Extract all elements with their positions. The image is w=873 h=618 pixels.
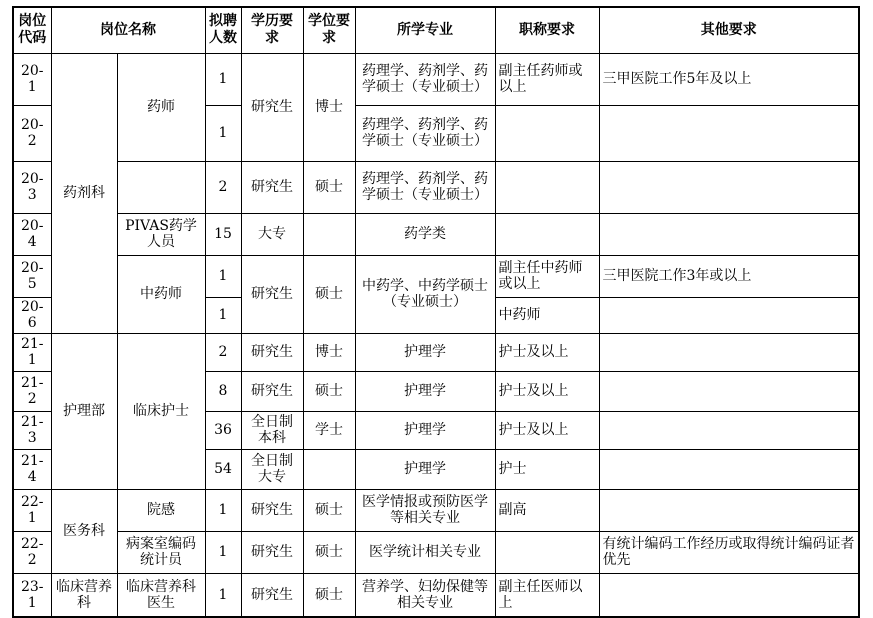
row-major: 护理学: [355, 411, 495, 449]
row-other: 有统计编码工作经历或取得统计编码证者优先: [599, 531, 859, 573]
row-degree: 博士: [303, 53, 355, 161]
row-code: 21-1: [13, 333, 51, 371]
row-title: 护士及以上: [495, 333, 599, 371]
row-code: 20-2: [13, 105, 51, 161]
table-row: [13, 255, 859, 297]
row-title: [495, 161, 599, 213]
row-degree: 硕士: [303, 531, 355, 573]
row-count: 8: [205, 371, 241, 411]
row-major: 护理学: [355, 371, 495, 411]
department-cell: 医务科: [51, 489, 117, 573]
row-edu: 研究生: [241, 255, 303, 333]
post-cell: 药师: [117, 53, 205, 161]
row-title: [495, 213, 599, 255]
row-count: 1: [205, 105, 241, 161]
row-code: 22-2: [13, 531, 51, 573]
recruitment-table-container: [12, 6, 860, 618]
row-major: 药理学、药剂学、药学硕士（专业硕士）: [355, 105, 495, 161]
header-title-req: 职称要求: [495, 7, 599, 53]
row-title: [495, 531, 599, 573]
row-degree: 硕士: [303, 161, 355, 213]
row-code: 21-2: [13, 371, 51, 411]
row-title: 护士及以上: [495, 371, 599, 411]
row-edu: 研究生: [241, 333, 303, 371]
row-title: 护士: [495, 449, 599, 489]
post-cell: 院感: [117, 489, 205, 531]
row-count: 1: [205, 297, 241, 333]
row-degree: 硕士: [303, 255, 355, 333]
row-count: 2: [205, 161, 241, 213]
row-count: 1: [205, 489, 241, 531]
row-other: [599, 489, 859, 531]
row-count: 15: [205, 213, 241, 255]
row-edu: 全日制大专: [241, 449, 303, 489]
row-title: 副主任药师或以上: [495, 53, 599, 105]
row-title: [495, 105, 599, 161]
row-other: [599, 449, 859, 489]
row-code: 22-1: [13, 489, 51, 531]
header-other: 其他要求: [599, 7, 859, 53]
row-count: 54: [205, 449, 241, 489]
row-code: 20-6: [13, 297, 51, 333]
table-row: [13, 489, 859, 531]
row-edu: 研究生: [241, 161, 303, 213]
header-code: 岗位代码: [13, 7, 51, 53]
row-code: 20-5: [13, 255, 51, 297]
row-major: 医学统计相关专业: [355, 531, 495, 573]
row-edu: 大专: [241, 213, 303, 255]
row-degree: 硕士: [303, 573, 355, 617]
row-title: 护士及以上: [495, 411, 599, 449]
row-other: [599, 411, 859, 449]
header-major: 所学专业: [355, 7, 495, 53]
row-code: 23-1: [13, 573, 51, 617]
row-degree: 硕士: [303, 371, 355, 411]
table-row: [13, 213, 859, 255]
row-major: 中药学、中药学硕士（专业硕士）: [355, 255, 495, 333]
row-title: 副主任医师以上: [495, 573, 599, 617]
row-edu: 研究生: [241, 53, 303, 161]
table-row: [13, 53, 859, 105]
row-count: 1: [205, 531, 241, 573]
row-count: 1: [205, 573, 241, 617]
post-cell: 中药师: [117, 255, 205, 333]
header-edu: 学历要求: [241, 7, 303, 53]
department-cell: 护理部: [51, 333, 117, 489]
post-cell-empty: [117, 161, 205, 213]
row-major: 药理学、药剂学、药学硕士（专业硕士）: [355, 53, 495, 105]
row-major: 护理学: [355, 333, 495, 371]
table-row: [13, 573, 859, 617]
row-title: 副主任中药师或以上: [495, 255, 599, 297]
row-count: 1: [205, 53, 241, 105]
post-cell: 病案室编码统计员: [117, 531, 205, 573]
row-title: 副高: [495, 489, 599, 531]
post-cell: 临床护士: [117, 333, 205, 489]
row-major: 营养学、妇幼保健等相关专业: [355, 573, 495, 617]
row-major: 护理学: [355, 449, 495, 489]
post-cell: PIVAS药学人员: [117, 213, 205, 255]
row-edu: 研究生: [241, 573, 303, 617]
row-degree: 学士: [303, 411, 355, 449]
header-count: 拟聘人数: [205, 7, 241, 53]
row-other: 三甲医院工作5年及以上: [599, 53, 859, 105]
row-code: 21-4: [13, 449, 51, 489]
row-other: [599, 333, 859, 371]
header-row: [13, 7, 859, 53]
recruitment-table: [12, 6, 860, 618]
header-degree: 学位要求: [303, 7, 355, 53]
row-other: [599, 297, 859, 333]
table-row: [13, 161, 859, 213]
row-degree: [303, 449, 355, 489]
row-code: 20-3: [13, 161, 51, 213]
row-degree: 硕士: [303, 489, 355, 531]
row-edu: 全日制本科: [241, 411, 303, 449]
row-other: [599, 105, 859, 161]
department-cell: 临床营养科: [51, 573, 117, 617]
row-code: 20-1: [13, 53, 51, 105]
row-edu: 研究生: [241, 531, 303, 573]
table-row: [13, 531, 859, 573]
row-major: 药理学、药剂学、药学硕士（专业硕士）: [355, 161, 495, 213]
row-code: 20-4: [13, 213, 51, 255]
row-count: 1: [205, 255, 241, 297]
table-row: [13, 333, 859, 371]
row-count: 36: [205, 411, 241, 449]
header-name: 岗位名称: [51, 7, 205, 53]
row-major: 医学情报或预防医学等相关专业: [355, 489, 495, 531]
row-edu: 研究生: [241, 371, 303, 411]
row-count: 2: [205, 333, 241, 371]
row-degree: 博士: [303, 333, 355, 371]
row-code: 21-3: [13, 411, 51, 449]
row-major: 药学类: [355, 213, 495, 255]
row-other: 三甲医院工作3年或以上: [599, 255, 859, 297]
row-other: [599, 371, 859, 411]
row-title: 中药师: [495, 297, 599, 333]
row-other: [599, 213, 859, 255]
department-cell: 药剂科: [51, 53, 117, 333]
row-edu: 研究生: [241, 489, 303, 531]
row-other: [599, 161, 859, 213]
row-other: [599, 573, 859, 617]
row-degree: [303, 213, 355, 255]
post-cell: 临床营养科医生: [117, 573, 205, 617]
